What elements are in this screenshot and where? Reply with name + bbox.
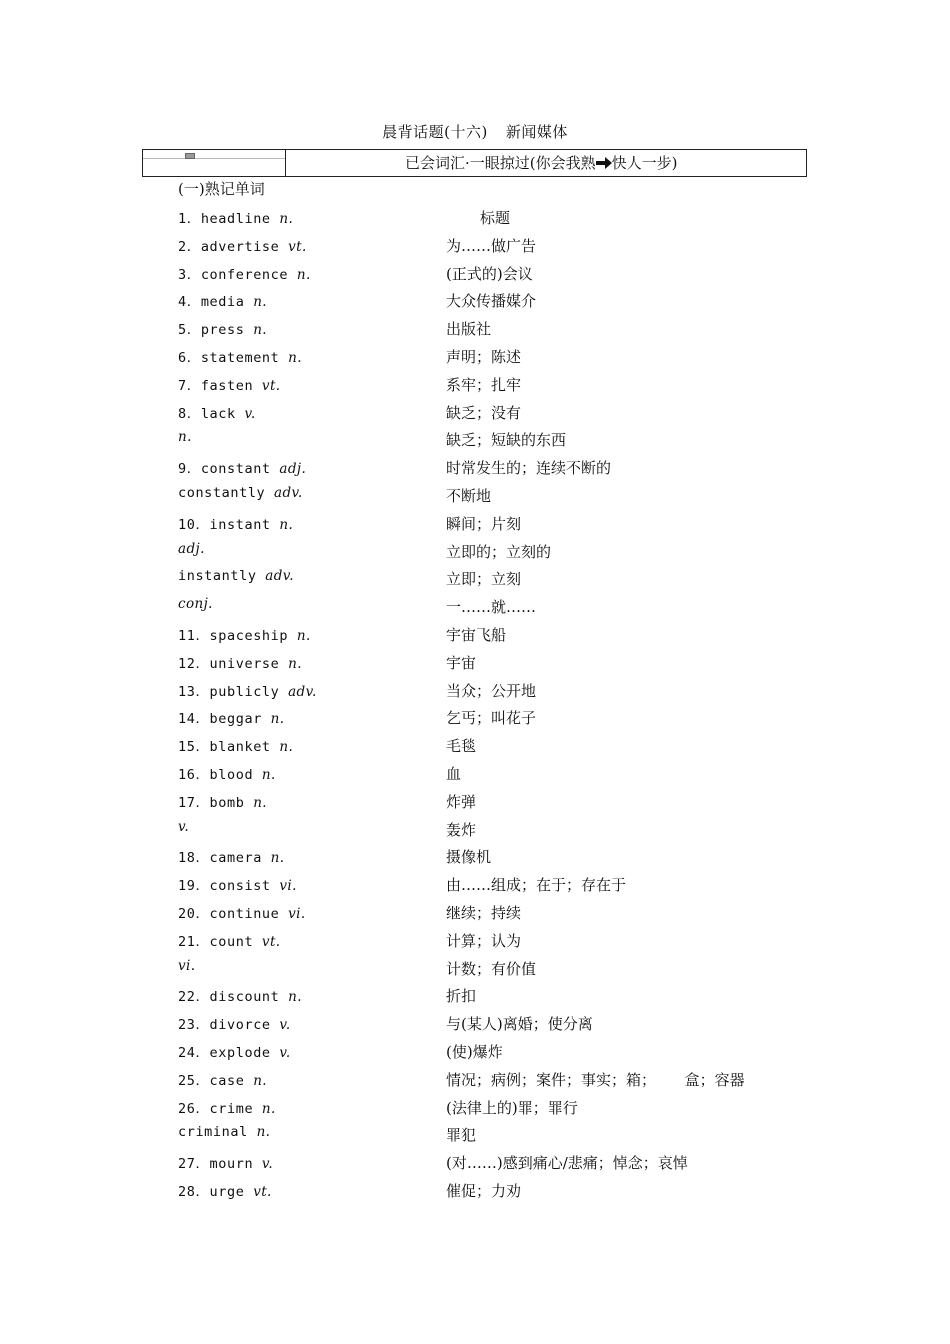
entry-english (178, 791, 267, 811)
vocab-entry (0, 624, 950, 651)
entry-english (178, 263, 311, 283)
vocab-entry (0, 1013, 950, 1040)
vocab-entry (0, 819, 950, 846)
banner-text (405, 152, 677, 173)
entry-part-of-speech: n. (288, 350, 302, 366)
vocab-entry (0, 457, 950, 484)
entry-part-of-speech: n. (270, 711, 285, 728)
entry-english (178, 902, 306, 922)
entry-part-of-speech: n. (253, 322, 267, 339)
entry-word: 11．spaceship (178, 628, 297, 644)
entry-chinese: 血 (446, 765, 462, 783)
entry-word: 16．blood (178, 767, 262, 783)
vocab-entry (0, 735, 950, 762)
entry-part-of-speech: n. (279, 739, 294, 756)
vocab-entry (0, 791, 950, 818)
entry-english (178, 429, 192, 445)
entry-part-of-speech: n. (253, 1072, 267, 1089)
entry-part-of-speech: n. (253, 794, 267, 811)
tab-marker-icon (185, 153, 195, 159)
vocab-entry (0, 680, 950, 707)
entry-part-of-speech: v. (261, 1156, 274, 1173)
entry-word: 13．publicly (178, 683, 289, 700)
entry-english (178, 541, 205, 557)
entry-part-of-speech: vt. (253, 1184, 272, 1200)
entry-chinese: 立即的；立刻的 (446, 542, 552, 561)
entry-word: 21．count (178, 933, 262, 950)
entry-part-of-speech: n. (279, 211, 294, 227)
entry-english (178, 513, 293, 533)
entry-part-of-speech: n. (261, 1100, 276, 1117)
entry-chinese: 一……就…… (446, 598, 537, 617)
vocab-entry (0, 1124, 950, 1151)
entry-english (178, 930, 280, 950)
entry-english (178, 290, 267, 310)
entry-word: 15．blanket (178, 739, 280, 756)
banner-text-before-arrow: 已会词汇·一眼掠过(你会我熟 (405, 154, 596, 172)
right-arrow-icon (596, 157, 612, 169)
entry-word: 4．media (178, 294, 254, 311)
entry-chinese: 当众；公开地 (446, 681, 537, 700)
entry-part-of-speech: v. (178, 818, 190, 835)
section-label: (一)熟记单词 (178, 180, 265, 198)
entry-english (178, 1124, 270, 1140)
entry-english (178, 207, 293, 227)
entry-chinese: 由……组成；在于；存在于 (446, 876, 627, 895)
entry-english (178, 1152, 273, 1172)
entry-word: 5．press (178, 322, 254, 339)
vocab-entry (0, 1097, 950, 1124)
entry-chinese: 出版社 (446, 320, 492, 339)
vocab-entry (0, 207, 950, 234)
entry-word: 23．divorce (178, 1017, 280, 1034)
entry-word: criminal (178, 1124, 257, 1141)
entry-word: 19．consist (178, 878, 280, 895)
entry-part-of-speech: adv. (274, 485, 303, 501)
entry-english (178, 985, 302, 1005)
entry-chinese: 声明；陈述 (446, 348, 522, 366)
entry-chinese: 轰炸 (446, 820, 477, 839)
entry-english (178, 568, 294, 584)
vocab-entry (0, 541, 950, 568)
vocab-entry (0, 374, 950, 401)
entry-word: 9．constant (178, 461, 280, 478)
vocab-entry (0, 346, 950, 373)
entry-english (178, 374, 280, 394)
vocab-entry (0, 652, 950, 679)
entry-english (178, 318, 267, 338)
vocab-entry (0, 568, 950, 595)
entry-chinese: (使)爆炸 (446, 1043, 503, 1061)
vocab-entry (0, 1041, 950, 1068)
entry-word: 6．statement (178, 350, 289, 366)
entry-english (178, 763, 276, 783)
section-banner (142, 149, 807, 177)
entry-word: 27．mourn (178, 1156, 262, 1173)
entry-chinese: 立即；立刻 (446, 570, 522, 589)
entry-chinese: 催促；力劝 (446, 1182, 522, 1200)
entry-word: 20．continue (178, 906, 289, 922)
entry-english (178, 596, 213, 612)
vocab-entry (0, 402, 950, 429)
entry-word: 2．advertise (178, 238, 289, 255)
entry-chinese: 瞬间；片刻 (446, 514, 522, 533)
entry-english (178, 819, 189, 835)
title-main: 晨背话题(十六) (382, 123, 488, 141)
vocab-entry (0, 429, 950, 456)
entry-chinese: 计数；有价值 (446, 959, 537, 978)
vocab-entry (0, 874, 950, 901)
entry-word: 25．case (178, 1072, 254, 1089)
vocab-entry (0, 930, 950, 957)
entry-chinese: 炸弹 (446, 792, 477, 811)
entry-english (178, 457, 306, 477)
title-topic: 新闻媒体 (505, 123, 568, 141)
entry-part-of-speech: vt. (261, 933, 281, 950)
entry-chinese: 系牢；扎牢 (446, 375, 522, 394)
vocab-entry (0, 263, 950, 290)
entry-english (178, 874, 297, 894)
entry-english (178, 707, 284, 727)
entry-chinese: 标题 (480, 209, 511, 227)
banner-text-after-arrow: 快人一步) (611, 154, 678, 172)
vocab-entry (0, 513, 950, 540)
entry-chinese: 罪犯 (446, 1126, 477, 1145)
entry-chinese: (法律上的)罪；罪行 (446, 1098, 578, 1117)
vocab-entry (0, 985, 950, 1012)
entry-chinese: 时常发生的；连续不断的 (446, 459, 612, 478)
entry-part-of-speech: n. (253, 294, 267, 311)
entry-english (178, 1069, 267, 1089)
entry-part-of-speech: adv. (288, 683, 317, 700)
vocab-entry (0, 1152, 950, 1179)
entry-english (178, 402, 256, 422)
entry-chinese: 毛毯 (446, 737, 477, 756)
entry-word: 10．instant (178, 516, 280, 533)
entry-english (178, 846, 284, 866)
entry-chinese: 为……做广告 (446, 236, 537, 255)
entry-word: 22．discount (178, 989, 289, 1006)
entry-english (178, 1180, 272, 1200)
entry-word: 8．lack (178, 405, 245, 422)
vocab-entry (0, 707, 950, 734)
vocab-entry (0, 596, 950, 623)
entry-part-of-speech: n. (279, 516, 294, 533)
entry-chinese: 折扣 (446, 987, 477, 1006)
entry-word: constantly (178, 485, 275, 501)
entry-chinese: 缺乏；短缺的东西 (446, 431, 567, 450)
entry-english (178, 958, 195, 974)
entry-chinese: (对……)感到痛心/悲痛；悼念；哀悼 (446, 1154, 688, 1173)
entry-part-of-speech: vt. (261, 377, 281, 394)
entry-part-of-speech: n. (296, 628, 311, 644)
entry-part-of-speech: v. (279, 1045, 291, 1061)
entry-word: 7．fasten (178, 377, 262, 394)
entry-chinese: 宇宙 (446, 653, 477, 672)
vocab-entry (0, 290, 950, 317)
entry-word: 18．camera (178, 850, 271, 867)
entry-part-of-speech: adj. (279, 461, 307, 478)
entry-chinese: 情况；病例；案件；事实；箱； 盒；容器 (446, 1070, 745, 1089)
entry-chinese: (正式的)会议 (446, 264, 533, 283)
entry-english (178, 346, 302, 366)
entry-part-of-speech: n. (288, 655, 302, 672)
entry-word: instantly (178, 568, 266, 585)
entry-part-of-speech: conj. (178, 596, 213, 613)
entry-english (178, 1097, 276, 1117)
entry-english (178, 235, 307, 255)
vocab-entry (0, 958, 950, 985)
entry-chinese: 乞丐；叫花子 (446, 709, 537, 728)
entry-english (178, 735, 293, 755)
entry-part-of-speech: vi. (178, 957, 196, 974)
entry-word: 28．urge (178, 1184, 254, 1200)
entry-chinese: 计算；认为 (446, 931, 522, 950)
entry-word: 14．beggar (178, 711, 271, 728)
entry-english (178, 624, 311, 644)
entry-word: 3．conference (178, 266, 297, 283)
entry-part-of-speech: vt. (288, 238, 307, 255)
entry-part-of-speech: v. (244, 405, 256, 422)
entry-part-of-speech: n. (270, 850, 285, 867)
entry-chinese: 大众传播媒介 (446, 292, 537, 311)
entry-english (178, 680, 317, 700)
entry-chinese: 宇宙飞船 (446, 626, 507, 644)
entry-chinese: 缺乏；没有 (446, 403, 522, 422)
entry-part-of-speech: n. (296, 266, 311, 283)
entry-part-of-speech: v. (279, 1017, 291, 1034)
entry-english (178, 485, 303, 501)
entry-word: 17．bomb (178, 794, 254, 811)
vocab-entry (0, 902, 950, 929)
entry-part-of-speech: n. (261, 767, 276, 783)
vocab-entry (0, 235, 950, 262)
vocab-entry (0, 1069, 950, 1096)
entry-word: 24．explode (178, 1045, 280, 1061)
entry-part-of-speech: n. (178, 429, 192, 446)
vocab-entry (0, 763, 950, 790)
entry-part-of-speech: vi. (288, 906, 306, 922)
entry-chinese: 不断地 (446, 487, 492, 505)
entry-chinese: 与(某人)离婚；使分离 (446, 1015, 593, 1034)
entry-word: 1．headline (178, 211, 280, 227)
vocab-entry (0, 318, 950, 345)
entry-english (178, 1041, 291, 1061)
banner-tab (143, 150, 286, 177)
entry-word: 12．universe (178, 655, 289, 672)
entry-english (178, 1013, 291, 1033)
entry-part-of-speech: n. (288, 989, 302, 1006)
tab-divider (143, 158, 285, 159)
vocab-entry (0, 1180, 950, 1207)
entry-word: 26．crime (178, 1100, 262, 1117)
page-title (0, 121, 950, 142)
entry-part-of-speech: vi. (279, 878, 297, 895)
entry-part-of-speech: adv. (265, 568, 294, 585)
vocab-entry (0, 846, 950, 873)
vocab-entry (0, 485, 950, 512)
entry-english (178, 652, 302, 672)
entry-part-of-speech: n. (256, 1124, 271, 1141)
entry-chinese: 继续；持续 (446, 904, 522, 922)
entry-part-of-speech: adj. (178, 540, 205, 557)
entry-chinese: 摄像机 (446, 848, 492, 867)
